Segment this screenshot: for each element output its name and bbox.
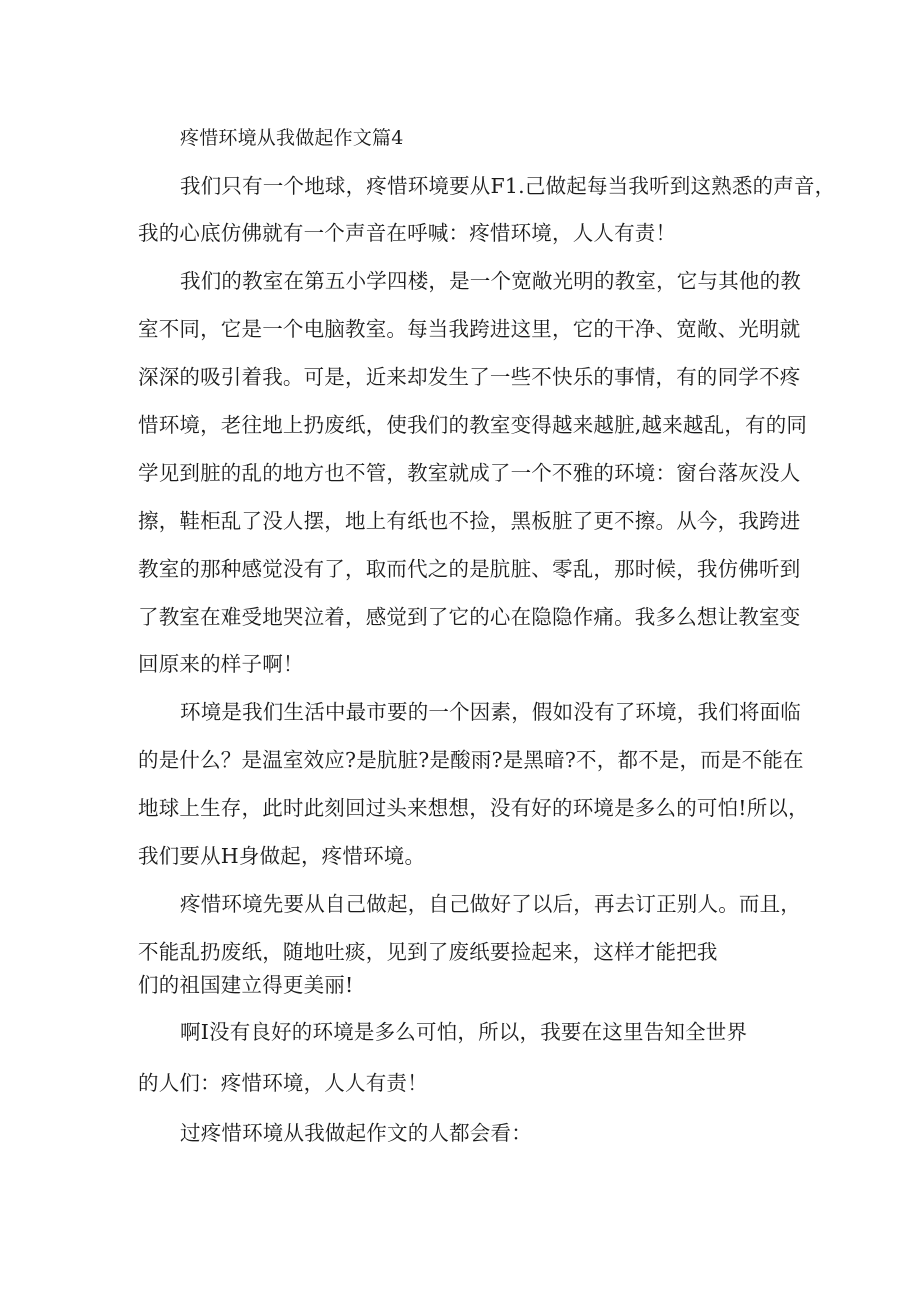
text-line: 学见到脏的乱的地方也不管，教室就成了一个不雅的环境：窗台落灰没人: [138, 461, 801, 485]
text-line: 了教室在难受地哭泣着，感觉到了它的心在隐隐作痛。我多么想让教室变: [138, 605, 801, 629]
text-line: 的是什么？是温室效应?是肮脏?是酸雨?是黑暗?不，都不是，而是不能在: [138, 748, 804, 772]
text-line: 环境是我们生活中最市要的一个因素，假如没有了环境，我们将面临: [180, 700, 801, 724]
text-line: 我们的教室在第五小学四楼，是一个宽敞光明的教室，它与其他的教: [180, 269, 801, 293]
text-line: 过疼惜环境从我做起作文的人都会看：: [180, 1121, 532, 1145]
text-line: 我们只有一个地球，疼惜环境要从F1.己做起每当我听到这熟悉的声音，: [180, 174, 836, 198]
text-line: 啊I没有良好的环境是多么可怕，所以，我要在这里告知全世界: [180, 1020, 748, 1044]
text-line: 教室的那种感觉没有了，取而代之的是肮脏、零乱，那时候，我仿佛听到: [138, 557, 801, 581]
text-line: 地球上生存，此时此刻回过头来想想，没有好的环境是多么的可怕!所以，: [138, 796, 809, 820]
text-line: 的人们：疼惜环境，人人有责！: [138, 1071, 428, 1095]
text-line: 我的心底仿佛就有一个声音在呼喊：疼惜环境，人人有责！: [138, 221, 677, 245]
text-line: 疼惜环境先要从自己做起，自己做好了以后，再去订正别人。而且，: [180, 892, 801, 916]
text-line: 不能乱扔废纸，随地吐痰，见到了废纸要捡起来，这样才能把我: [138, 940, 718, 964]
text-line: 擦，鞋柜乱了没人摆，地上有纸也不捡，黑板脏了更不擦。从今，我跨进: [138, 509, 801, 533]
text-line: 们的祖国建立得更美丽!: [138, 973, 354, 997]
document-title: 疼惜环境从我做起作文篇4: [180, 127, 404, 149]
text-line: 回原来的样子啊！: [138, 652, 304, 676]
text-line: 深深的吸引着我。可是，近来却发生了一些不快乐的事情，有的同学不疼: [138, 365, 801, 389]
text-line: 室不同，它是一个电脑教室。每当我跨进这里，它的干净、宽敞、光明就: [138, 317, 801, 341]
text-line: 惜环境，老往地上扔废纸，使我们的教室变得越来越脏,越来越乱，有的同: [138, 413, 808, 437]
text-line: 我们要从H身做起，疼惜环境。: [138, 844, 426, 868]
